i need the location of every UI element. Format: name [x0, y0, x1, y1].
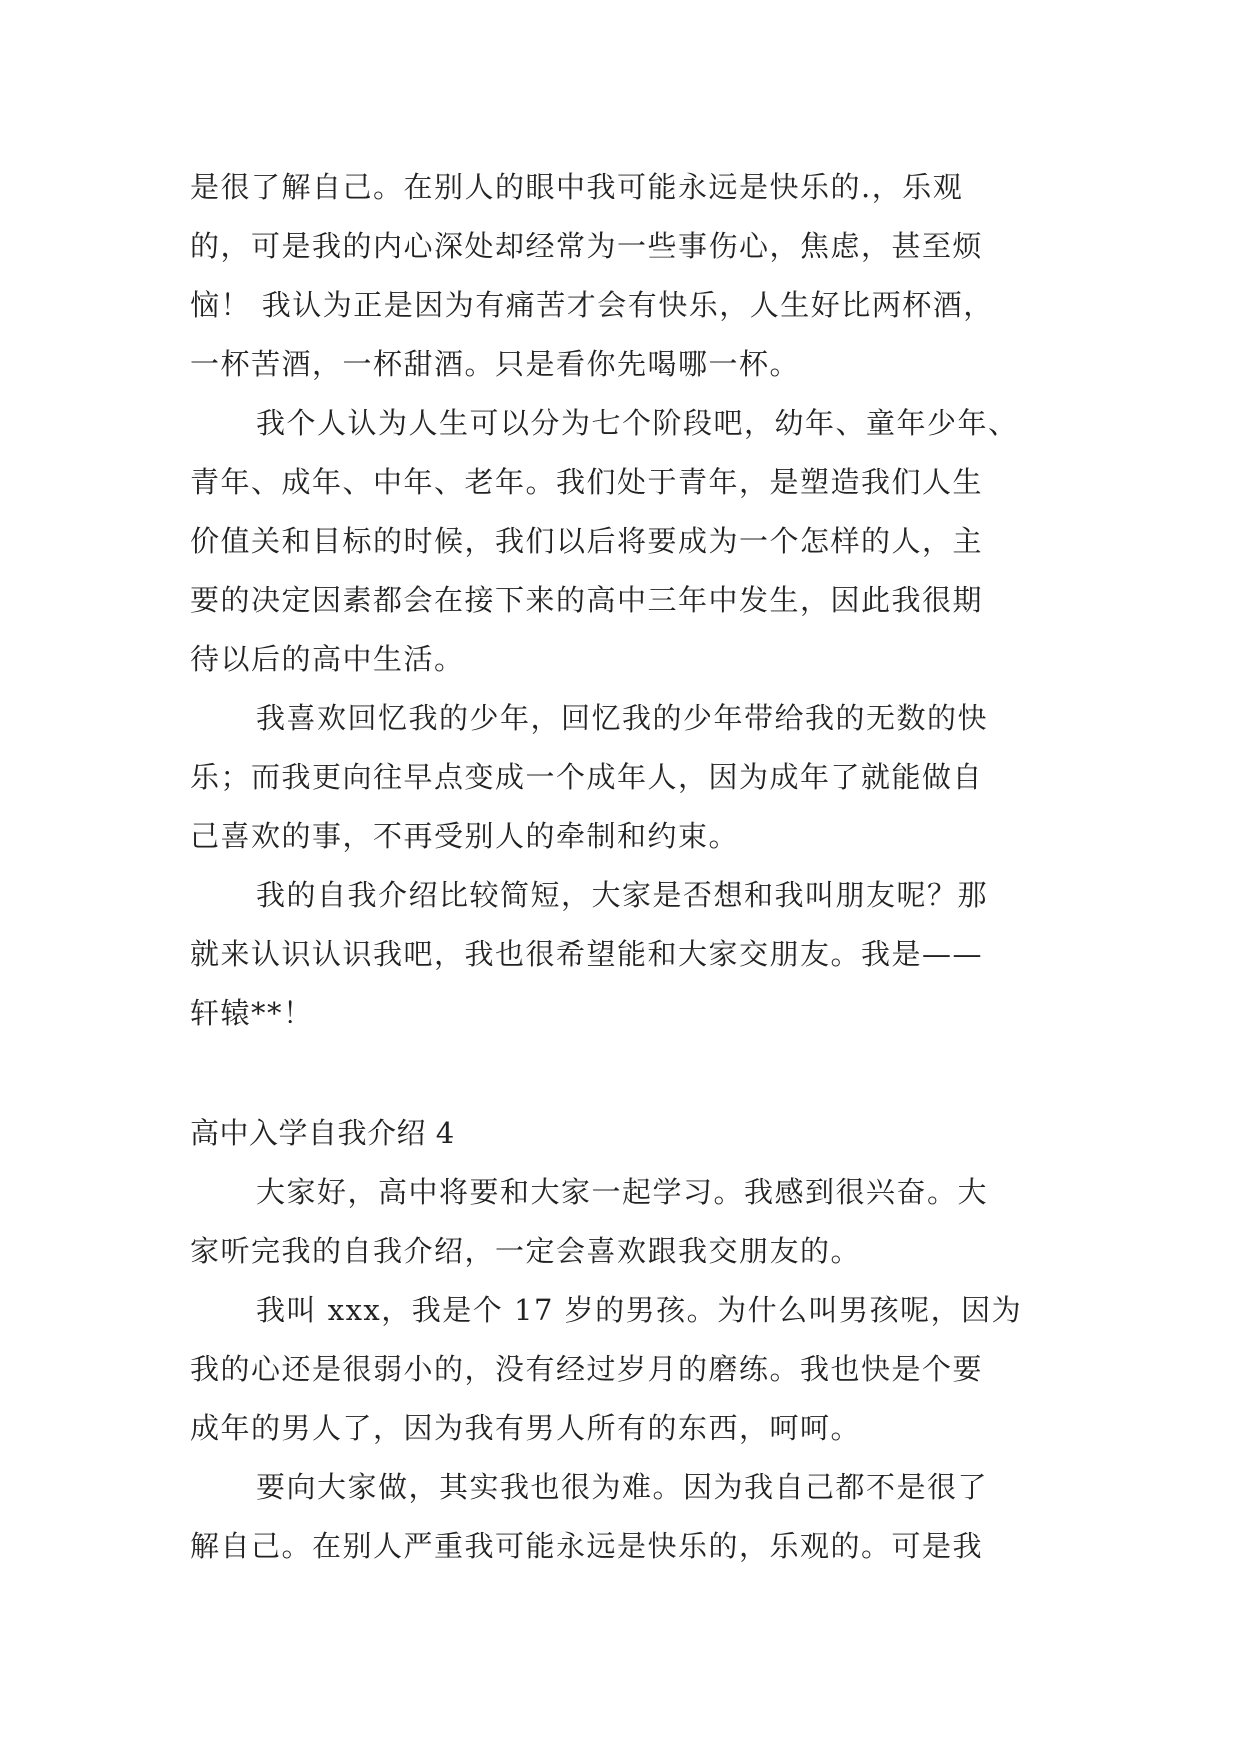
text-line: 要的决定因素都会在接下来的高中三年中发生，因此我很期 [190, 583, 984, 617]
text-line: 价值关和目标的时候，我们以后将要成为一个怎样的人，主 [190, 524, 984, 558]
text-line: 乐；而我更向往早点变成一个成年人，因为成年了就能做自 [190, 760, 984, 794]
text-line: 轩辕**！ [190, 996, 314, 1030]
text-line: 的，可是我的内心深处却经常为一些事伤心，焦虑，甚至烦 [190, 229, 984, 263]
text-line: 成年的男人了，因为我有男人所有的东西，呵呵。 [190, 1411, 862, 1445]
text-line: 我叫 xxx，我是个 17 岁的男孩。为什么叫男孩呢，因为 [256, 1293, 1023, 1327]
text-line: 青年、成年、中年、老年。我们处于青年，是塑造我们人生 [190, 465, 984, 499]
text-line: 我的心还是很弱小的，没有经过岁月的磨练。我也快是个要 [190, 1352, 984, 1386]
text-line: 恼！ 我认为正是因为有痛苦才会有快乐，人生好比两杯酒， [190, 288, 994, 322]
text-line: 一杯苦酒，一杯甜酒。只是看你先喝哪一杯。 [190, 347, 801, 381]
text-line: 大家好，高中将要和大家一起学习。我感到很兴奋。大 [256, 1175, 989, 1209]
section-heading: 高中入学自我介绍 4 [190, 1116, 455, 1150]
text-line: 待以后的高中生活。 [190, 642, 465, 676]
text-line: 我个人认为人生可以分为七个阶段吧，幼年、童年少年、 [256, 406, 1019, 440]
text-line: 解自己。在别人严重我可能永远是快乐的，乐观的。可是我 [190, 1529, 984, 1563]
text-line: 己喜欢的事，不再受别人的牵制和约束。 [190, 819, 740, 853]
text-line: 我喜欢回忆我的少年，回忆我的少年带给我的无数的快 [256, 701, 989, 735]
text-line: 家听完我的自我介绍，一定会喜欢跟我交朋友的。 [190, 1234, 862, 1268]
text-line: 我的自我介绍比较简短，大家是否想和我叫朋友呢？那 [256, 878, 989, 912]
text-line: 就来认识认识我吧，我也很希望能和大家交朋友。我是—— [190, 937, 984, 971]
text-line: 是很了解自己。在别人的眼中我可能永远是快乐的.，乐观 [190, 170, 964, 204]
text-line: 要向大家做，其实我也很为难。因为我自己都不是很了 [256, 1470, 989, 1504]
